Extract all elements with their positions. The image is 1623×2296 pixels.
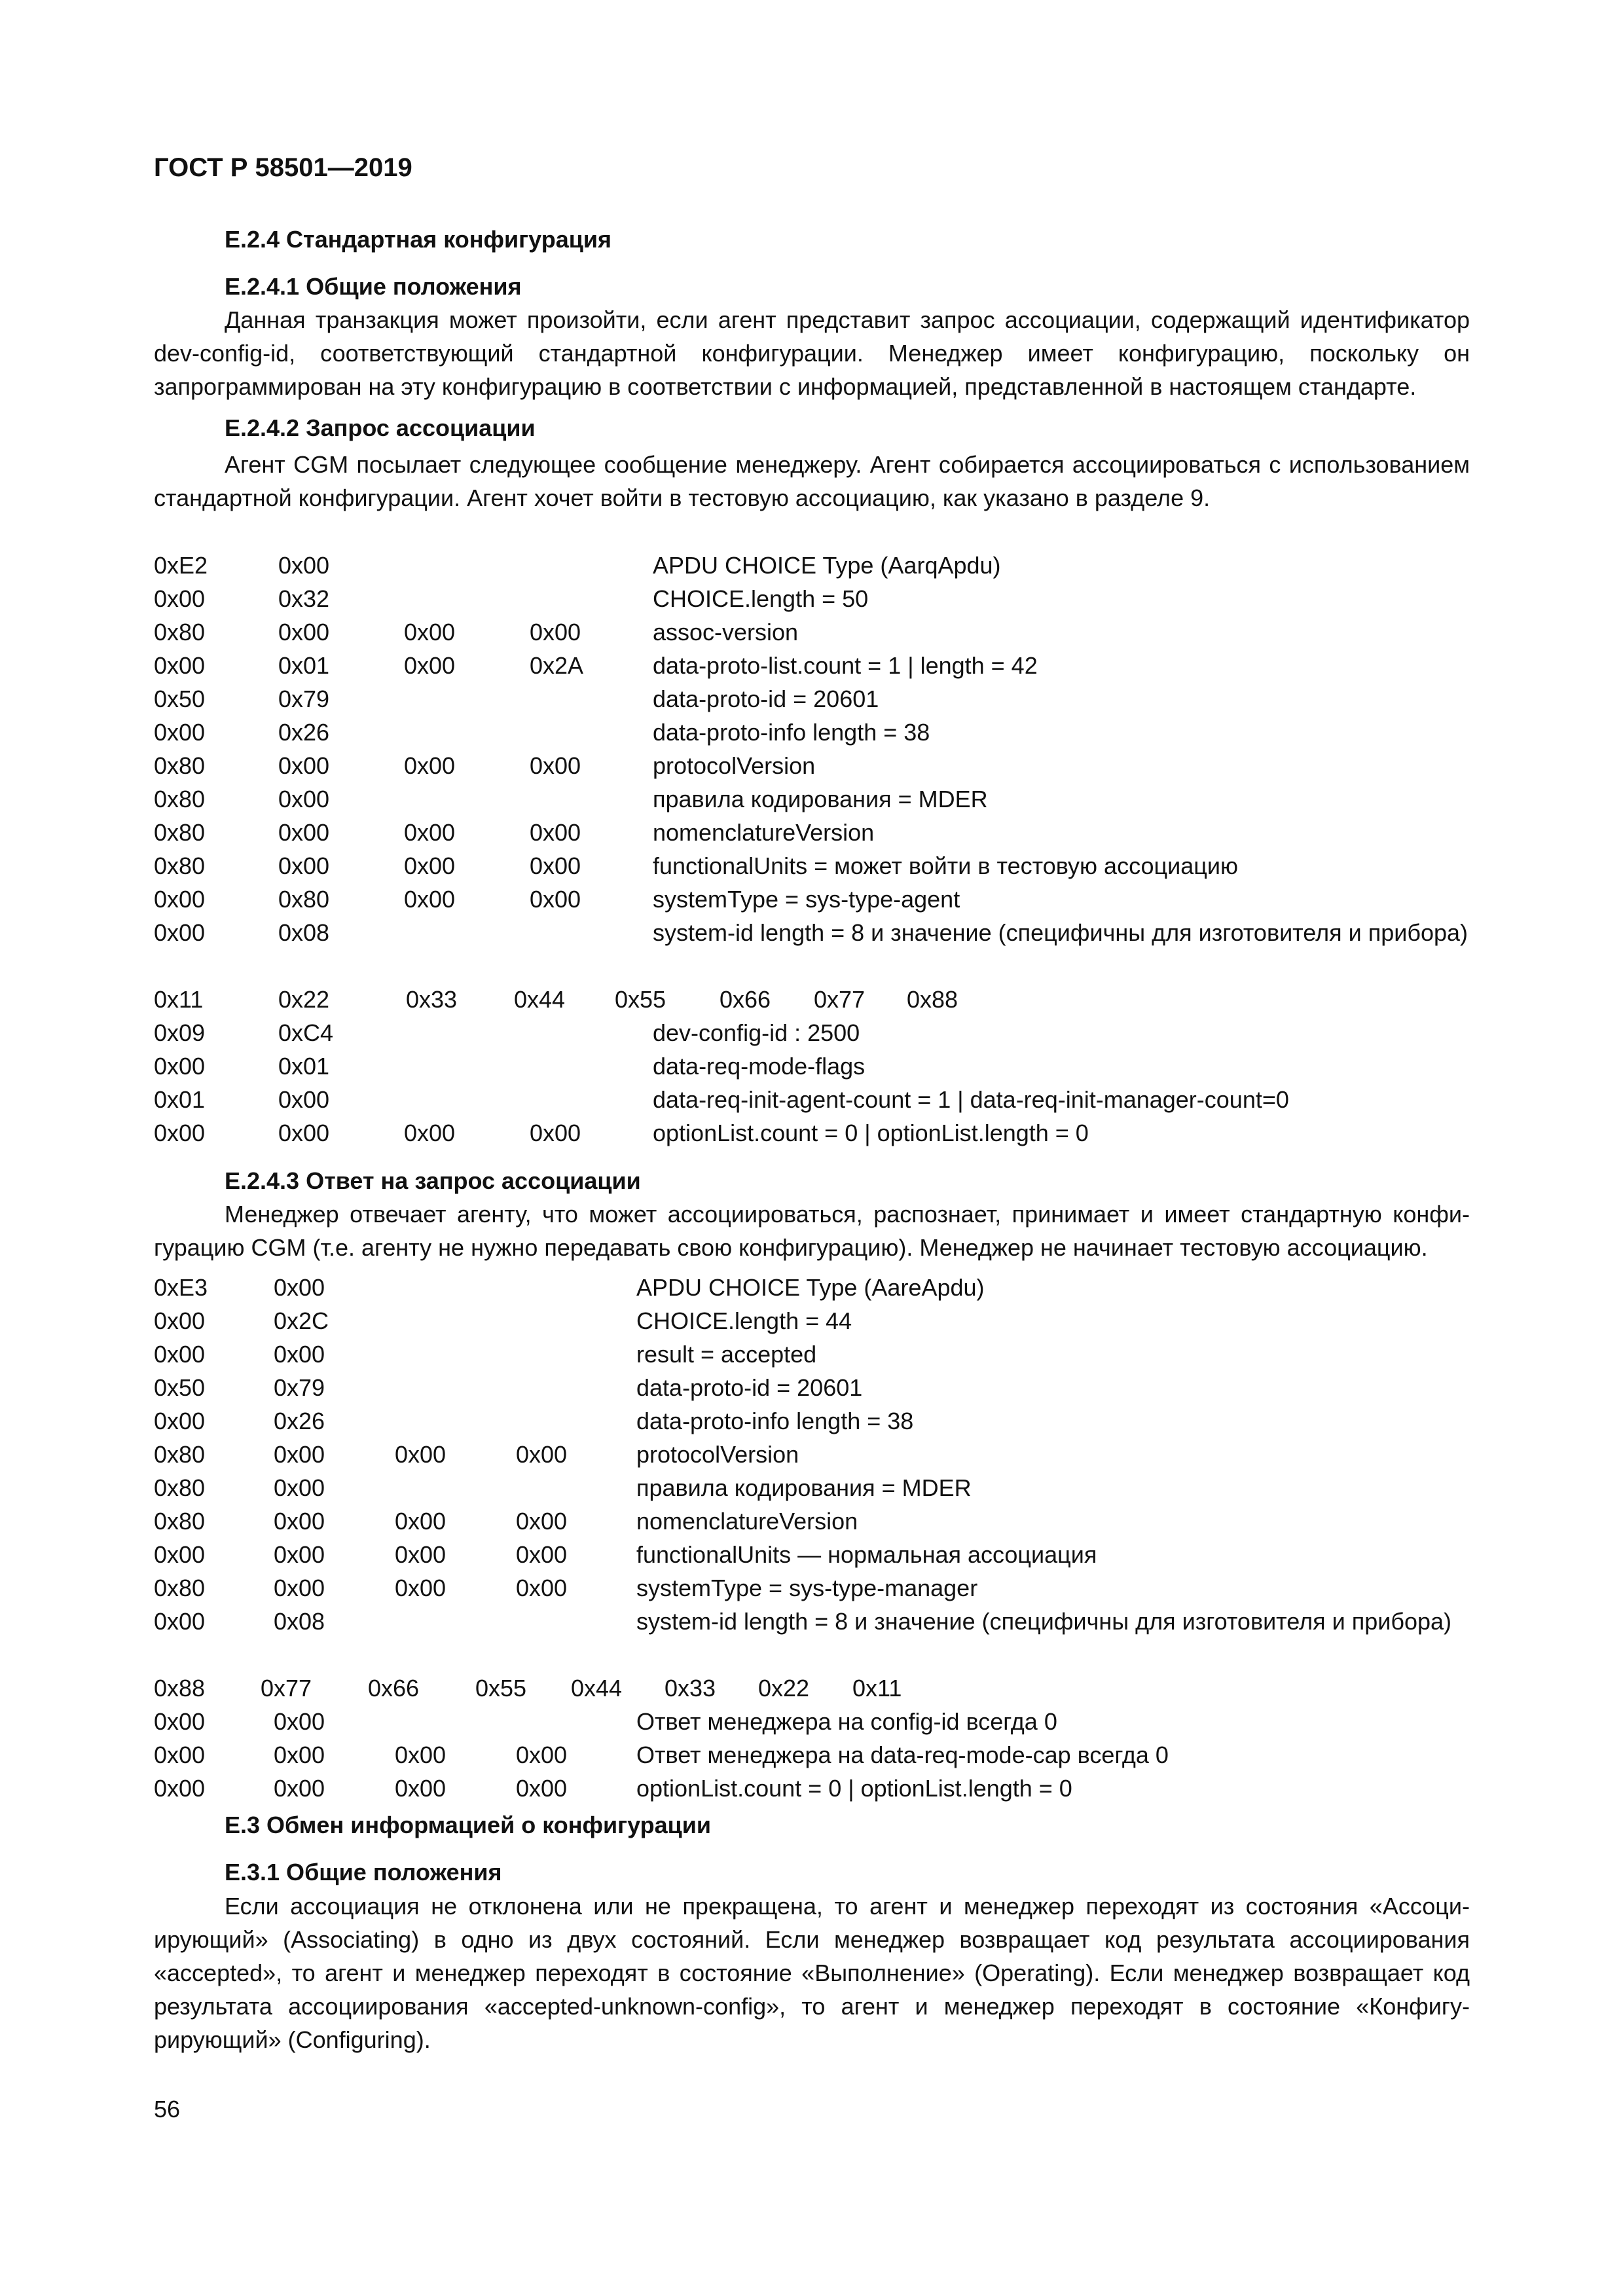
byte-description: CHOICE.length = 50 bbox=[653, 585, 869, 612]
hex-byte: 0x00 bbox=[278, 852, 330, 879]
hex-byte: 0x00 bbox=[516, 1541, 568, 1568]
byte-description: data-proto-id = 20601 bbox=[653, 685, 879, 712]
hex-byte: 0x00 bbox=[530, 886, 581, 913]
hex-row bbox=[154, 1083, 1470, 1116]
heading-e31: Е.3.1 Общие положения bbox=[225, 1859, 502, 1886]
hex-row bbox=[154, 1705, 1470, 1738]
heading-e3: Е.3 Обмен информацией о конфигурации bbox=[225, 1812, 712, 1838]
hex-row bbox=[154, 916, 1470, 949]
hex-byte: 0x01 bbox=[278, 1053, 330, 1080]
system-id-byte: 0x22 bbox=[758, 1675, 810, 1702]
hex-byte: 0x00 bbox=[395, 1508, 447, 1535]
hex-byte: 0xE3 bbox=[154, 1274, 208, 1301]
hex-byte: 0x80 bbox=[154, 786, 206, 812]
byte-description: functionalUnits — нормальная ассоциация bbox=[636, 1541, 1097, 1568]
hex-byte: 0x80 bbox=[154, 1474, 206, 1501]
system-id-byte: 0x66 bbox=[720, 986, 771, 1013]
hex-byte: 0x50 bbox=[154, 1374, 206, 1401]
system-id-byte: 0x11 bbox=[154, 986, 204, 1013]
hex-row bbox=[154, 716, 1470, 749]
hex-byte: 0x00 bbox=[516, 1575, 568, 1601]
hex-byte: 0x79 bbox=[278, 685, 330, 712]
hex-byte: 0x00 bbox=[530, 852, 581, 879]
hex-byte: 0x00 bbox=[404, 852, 456, 879]
hex-byte: 0x00 bbox=[154, 1708, 206, 1735]
hex-byte: 0x00 bbox=[404, 1120, 456, 1146]
hex-row bbox=[154, 782, 1470, 816]
byte-description: systemType = sys-type-agent bbox=[653, 886, 960, 913]
byte-description: functionalUnits = может войти в тестовую ассоциацию bbox=[653, 852, 1238, 879]
hex-row bbox=[154, 1304, 1470, 1338]
hex-byte: 0x2A bbox=[530, 652, 584, 679]
hex-byte: 0x26 bbox=[274, 1408, 325, 1434]
byte-description: system-id length = 8 и значение (специфичны для изготовителя и прибора) bbox=[636, 1608, 1452, 1635]
hex-byte: 0x00 bbox=[404, 652, 456, 679]
hex-byte: 0x00 bbox=[395, 1775, 447, 1802]
system-id-byte: 0x33 bbox=[665, 1675, 716, 1702]
hex-byte: 0x32 bbox=[278, 585, 330, 612]
hex-byte: 0x00 bbox=[278, 552, 330, 579]
hex-row bbox=[154, 849, 1470, 883]
hex-byte: 0x00 bbox=[404, 819, 456, 846]
hex-byte: 0x00 bbox=[395, 1541, 447, 1568]
byte-description: data-proto-id = 20601 bbox=[636, 1374, 863, 1401]
hex-byte: 0x00 bbox=[154, 1775, 206, 1802]
hex-byte: 0x00 bbox=[395, 1741, 447, 1768]
page-number: 56 bbox=[154, 2096, 181, 2123]
hex-row bbox=[154, 1571, 1470, 1605]
hex-byte: 0x01 bbox=[278, 652, 330, 679]
hex-byte: 0x00 bbox=[154, 1341, 206, 1368]
hex-byte: 0x00 bbox=[530, 752, 581, 779]
hex-byte: 0x00 bbox=[274, 1274, 325, 1301]
hex-row bbox=[154, 1271, 1470, 1304]
byte-description: system-id length = 8 и значение (специфичны для изготовителя и прибора) bbox=[653, 919, 1468, 946]
hex-byte: 0x00 bbox=[274, 1708, 325, 1735]
hex-byte: 0x79 bbox=[274, 1374, 325, 1401]
hex-byte: 0x00 bbox=[530, 619, 581, 646]
hex-byte: 0x00 bbox=[154, 1608, 206, 1635]
hex-row bbox=[154, 749, 1470, 782]
hex-row bbox=[154, 649, 1470, 682]
hex-row bbox=[154, 582, 1470, 615]
hex-row bbox=[154, 1438, 1470, 1471]
byte-description: result = accepted bbox=[636, 1341, 817, 1368]
hex-byte: 0x00 bbox=[154, 1408, 206, 1434]
system-id-byte: 0x77 bbox=[814, 986, 866, 1013]
hex-byte: 0x00 bbox=[274, 1575, 325, 1601]
paragraph-e243: Менеджер отвечает агенту, что может ассоциироваться, распознает, принимает и имеет стандартную конфигурацию CGM (т.е. агенту не нужно передавать свою конфигурацию). Менеджер не начинает тестовую ассоциацию. bbox=[154, 1201, 1470, 1261]
hex-byte: 0x00 bbox=[274, 1508, 325, 1535]
byte-description: optionList.count = 0 | optionList.length = 0 bbox=[653, 1120, 1089, 1146]
hex-row bbox=[154, 1116, 1470, 1150]
hex-byte: 0x00 bbox=[278, 1120, 330, 1146]
hex-byte: 0x00 bbox=[274, 1441, 325, 1468]
heading-e241: Е.2.4.1 Общие положения bbox=[225, 273, 522, 300]
system-id-byte: 0x55 bbox=[615, 986, 666, 1013]
hex-byte: 0x26 bbox=[278, 719, 330, 746]
byte-description: optionList.count = 0 | optionList.length = 0 bbox=[636, 1775, 1072, 1802]
hex-byte: 0x01 bbox=[154, 1086, 206, 1113]
hex-byte: 0x08 bbox=[274, 1608, 325, 1635]
hex-byte: 0x00 bbox=[154, 1120, 206, 1146]
byte-description: data-proto-list.count = 1 | length = 42 bbox=[653, 652, 1038, 679]
hex-byte: 0x00 bbox=[278, 786, 330, 812]
system-id-byte: 0x66 bbox=[368, 1675, 420, 1702]
hex-row bbox=[154, 1738, 1470, 1772]
byte-description: CHOICE.length = 44 bbox=[636, 1307, 852, 1334]
system-id-byte: 0x44 bbox=[514, 986, 566, 1013]
system-id-byte: 0x88 bbox=[154, 1675, 206, 1702]
hex-byte: 0x00 bbox=[516, 1741, 568, 1768]
hex-byte: 0x00 bbox=[404, 752, 456, 779]
hex-byte: 0x80 bbox=[278, 886, 330, 913]
byte-description: правила кодирования = MDER bbox=[636, 1474, 972, 1501]
hex-row bbox=[154, 1338, 1470, 1371]
byte-description: APDU CHOICE Type (AarqApdu) bbox=[653, 552, 1001, 579]
system-id-byte: 0x33 bbox=[406, 986, 458, 1013]
hex-byte: 0x80 bbox=[154, 752, 206, 779]
hex-row bbox=[154, 549, 1470, 582]
byte-description: data-req-mode-flags bbox=[653, 1053, 866, 1080]
paragraph-e241: Данная транзакция может произойти, если агент представит запрос ассоциации, содержащий идентификатор dev-config-id, соответствующий стандартной конфигурации. Менеджер имеет конфигурацию, поскольку он запрограммирован на эту конфигурацию в соответствии с информацией, представленной в настоящем стандарте. bbox=[154, 306, 1470, 400]
hex-byte: 0x09 bbox=[154, 1019, 206, 1046]
hex-byte: 0x00 bbox=[404, 886, 456, 913]
system-id-byte: 0x55 bbox=[475, 1675, 527, 1702]
byte-description: Ответ менеджера на config-id всегда 0 bbox=[636, 1708, 1057, 1735]
hex-byte: 0x00 bbox=[395, 1575, 447, 1601]
hex-byte: 0xE2 bbox=[154, 552, 208, 579]
hex-byte: 0x00 bbox=[516, 1508, 568, 1535]
hex-byte: 0x00 bbox=[274, 1341, 325, 1368]
heading-e242: Е.2.4.2 Запрос ассоциации bbox=[225, 414, 536, 441]
hex-row bbox=[154, 1605, 1470, 1638]
hex-byte: 0x00 bbox=[154, 1053, 206, 1080]
hex-byte: 0x00 bbox=[278, 819, 330, 846]
byte-description: data-proto-info length = 38 bbox=[636, 1408, 914, 1434]
hex-byte: 0x80 bbox=[154, 1441, 206, 1468]
hex-byte: 0x50 bbox=[154, 685, 206, 712]
heading-e24: Е.2.4 Стандартная конфигурация bbox=[225, 226, 611, 253]
hex-row bbox=[154, 1504, 1470, 1538]
hex-byte: 0x00 bbox=[154, 652, 206, 679]
hex-byte: 0x00 bbox=[530, 1120, 581, 1146]
system-id-byte: 0x11 bbox=[852, 1675, 902, 1702]
hex-row bbox=[154, 1404, 1470, 1438]
hex-row bbox=[154, 682, 1470, 716]
system-id-byte: 0x77 bbox=[261, 1675, 312, 1702]
hex-byte: 0x00 bbox=[154, 719, 206, 746]
document-id-header: ГОСТ Р 58501—2019 bbox=[154, 153, 412, 182]
hex-byte: 0x00 bbox=[274, 1775, 325, 1802]
hex-byte: 0x00 bbox=[404, 619, 456, 646]
hex-row bbox=[154, 1538, 1470, 1571]
byte-description: data-req-init-agent-count = 1 | data-req-init-manager-count=0 bbox=[653, 1086, 1289, 1113]
byte-description: assoc-version bbox=[653, 619, 799, 646]
paragraph-e242: Агент CGM посылает следующее сообщение менеджеру. Агент собирается ассоциироваться с использованием стандартной конфигурации. Агент хочет войти в тестовую ассоциацию, как указано в разделе 9. bbox=[154, 451, 1470, 511]
hex-byte: 0x80 bbox=[154, 852, 206, 879]
system-id-bytes-row bbox=[154, 983, 1470, 1016]
hex-byte: 0x00 bbox=[154, 1541, 206, 1568]
hex-byte: 0x00 bbox=[395, 1441, 447, 1468]
hex-row bbox=[154, 1049, 1470, 1083]
system-id-bytes-row bbox=[154, 1671, 1470, 1705]
hex-byte: 0x80 bbox=[154, 1508, 206, 1535]
byte-description: protocolVersion bbox=[653, 752, 816, 779]
hex-byte: 0x80 bbox=[154, 819, 206, 846]
hex-byte: 0x00 bbox=[516, 1441, 568, 1468]
hex-row bbox=[154, 883, 1470, 916]
byte-description: systemType = sys-type-manager bbox=[636, 1575, 978, 1601]
byte-description: data-proto-info length = 38 bbox=[653, 719, 930, 746]
hex-byte: 0x00 bbox=[530, 819, 581, 846]
system-id-byte: 0x22 bbox=[278, 986, 330, 1013]
hex-row bbox=[154, 1016, 1470, 1049]
byte-description: Ответ менеджера на data-req-mode-cap всегда 0 bbox=[636, 1741, 1169, 1768]
hex-row bbox=[154, 816, 1470, 849]
hex-byte: 0x00 bbox=[274, 1741, 325, 1768]
hex-byte: 0x00 bbox=[154, 585, 206, 612]
hex-byte: 0x00 bbox=[154, 1741, 206, 1768]
byte-description: nomenclatureVersion bbox=[653, 819, 875, 846]
system-id-byte: 0x44 bbox=[571, 1675, 623, 1702]
hex-byte: 0x00 bbox=[278, 752, 330, 779]
hex-byte: 0x00 bbox=[278, 619, 330, 646]
byte-description: правила кодирования = MDER bbox=[653, 786, 988, 812]
paragraph-e31: Если ассоциация не отклонена или не прекращена, то агент и менеджер переходят из состояния «Ассоциирующий» (Associating) в одно из двух состояний. Если менеджер возвращает код результата ассоциирования «accepted», то агент и менеджер переходят в состояние «Выполнение» (Operating). Если менеджер возвращает код результата ассоциирования «accepted-unknown-config», то агент и менеджер переходят в состояние «Конфигурирующий» (Configuring). bbox=[154, 1893, 1470, 2053]
hex-row bbox=[154, 1772, 1470, 1805]
hex-byte: 0xC4 bbox=[278, 1019, 334, 1046]
hex-row bbox=[154, 615, 1470, 649]
hex-byte: 0x80 bbox=[154, 1575, 206, 1601]
byte-description: APDU CHOICE Type (AareApdu) bbox=[636, 1274, 985, 1301]
hex-byte: 0x00 bbox=[154, 1307, 206, 1334]
hex-byte: 0x00 bbox=[274, 1474, 325, 1501]
byte-description: dev-config-id : 2500 bbox=[653, 1019, 860, 1046]
hex-byte: 0x00 bbox=[154, 919, 206, 946]
hex-row bbox=[154, 1471, 1470, 1504]
hex-byte: 0x2C bbox=[274, 1307, 329, 1334]
hex-byte: 0x00 bbox=[154, 886, 206, 913]
hex-row bbox=[154, 1371, 1470, 1404]
heading-e243: Е.2.4.3 Ответ на запрос ассоциации bbox=[225, 1167, 641, 1194]
hex-byte: 0x08 bbox=[278, 919, 330, 946]
hex-byte: 0x80 bbox=[154, 619, 206, 646]
hex-byte: 0x00 bbox=[516, 1775, 568, 1802]
hex-byte: 0x00 bbox=[278, 1086, 330, 1113]
hex-byte: 0x00 bbox=[274, 1541, 325, 1568]
byte-description: nomenclatureVersion bbox=[636, 1508, 858, 1535]
system-id-byte: 0x88 bbox=[907, 986, 958, 1013]
byte-description: protocolVersion bbox=[636, 1441, 799, 1468]
